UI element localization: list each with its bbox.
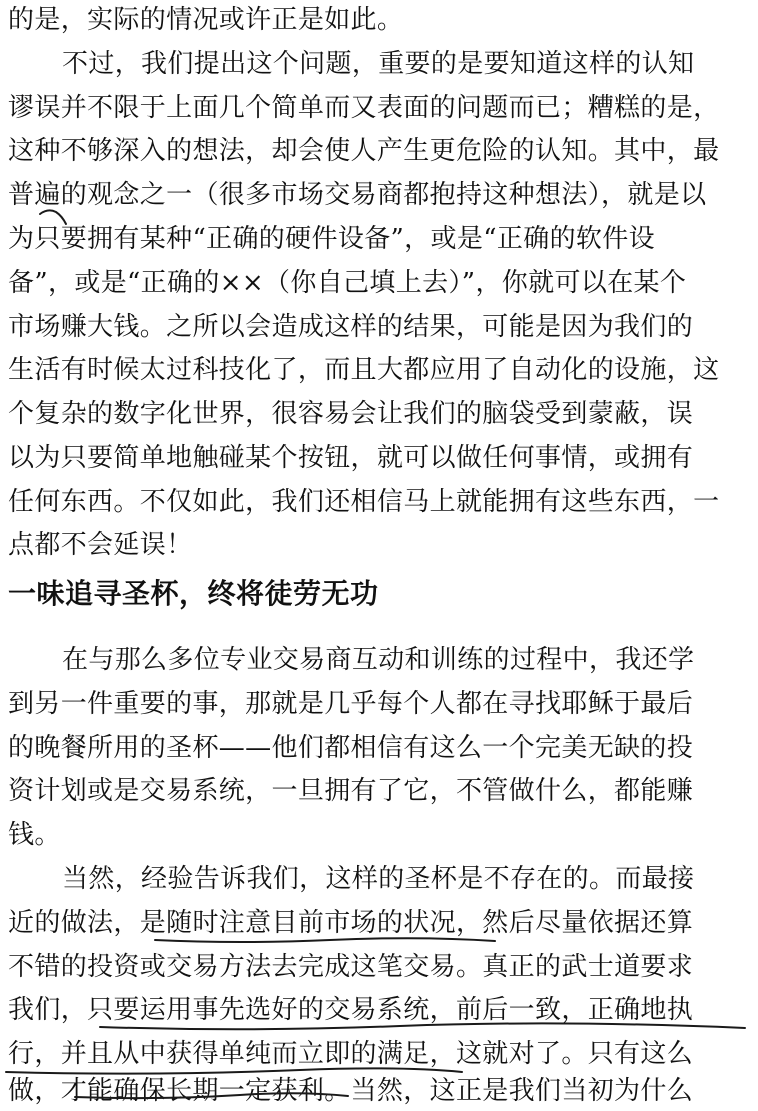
text-line: 的晚餐所用的圣杯——他们都相信有这么一个完美无缺的投 [8, 733, 694, 763]
text-line: 资计划或是交易系统，一旦拥有了它，不管做什么，都能赚 [8, 776, 694, 806]
text-line: 为只要拥有某种“正确的硬件设备”，或是“正确的软件设 [8, 224, 655, 254]
text-line: 不过，我们提出这个问题，重要的是要知道这样的认知 [62, 49, 695, 79]
text-line: 谬误并不限于上面几个简单而又表面的问题而已；糟糕的是， [8, 93, 720, 123]
text-line: 钱。 [8, 820, 61, 850]
text-line: 市场赚大钱。之所以会造成这样的结果，可能是因为我们的 [8, 312, 694, 342]
section-heading: 一味追寻圣杯，终将徒劳无功 [8, 577, 379, 610]
text-line: 做，才能确保长期一定获利。当然，这正是我们当初为什么 [8, 1076, 694, 1106]
text-line: 当然，经验告诉我们，这样的圣杯是不存在的。而最接 [62, 864, 695, 894]
text-line: 以为只要简单地触碰某个按钮，就可以做任何事情，或拥有 [8, 443, 694, 473]
text-line: 普遍的观念之一（很多市场交易商都抱持这种想法），就是以 [8, 180, 707, 210]
text-line: 任何东西。不仅如此，我们还相信马上就能拥有这些东西，一 [8, 487, 720, 517]
text-line: 我们，只要运用事先选好的交易系统，前后一致，正确地执 [8, 995, 694, 1025]
text-line: 这种不够深入的想法，却会使人产生更危险的认知。其中，最 [8, 136, 720, 166]
text-line: 备”，或是“正确的××（你自己填上去）”，你就可以在某个 [8, 268, 687, 298]
text-line: 生活有时候太过科技化了，而且大都应用了自动化的设施，这 [8, 355, 720, 385]
text-line: 的是，实际的情况或许正是如此。 [8, 5, 404, 35]
text-line: 到另一件重要的事，那就是几乎每个人都在寻找耶稣于最后 [8, 689, 694, 719]
text-line: 不错的投资或交易方法去完成这笔交易。真正的武士道要求 [8, 952, 694, 982]
text-line: 个复杂的数字化世界，很容易会让我们的脑袋受到蒙蔽，误 [8, 399, 694, 429]
text-line: 在与那么多位专业交易商互动和训练的过程中，我还学 [62, 645, 695, 675]
text-line: 点都不会延误！ [8, 530, 193, 560]
text-line: 近的做法，是随时注意目前市场的状况，然后尽量依据还算 [8, 908, 694, 938]
text-line: 行，并且从中获得单纯而立即的满足，这就对了。只有这么 [8, 1039, 694, 1069]
